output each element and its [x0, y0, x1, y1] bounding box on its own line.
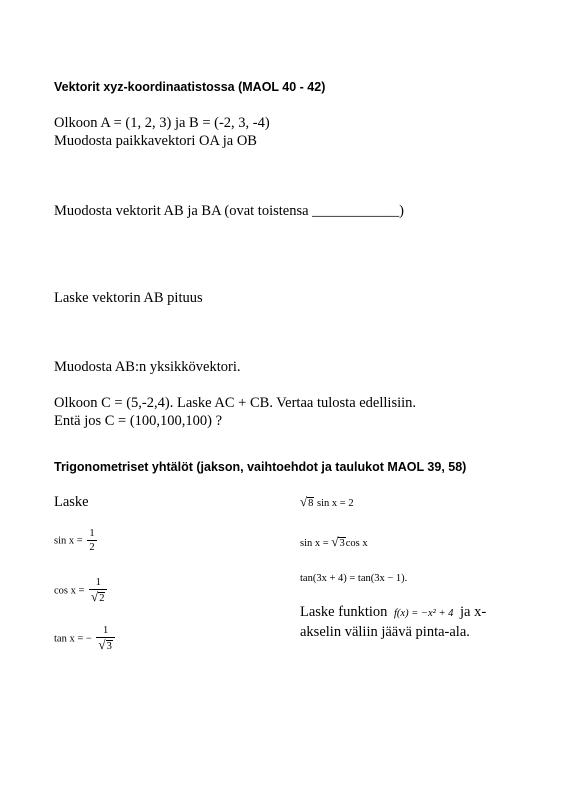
square-root: √3: [98, 637, 112, 652]
equation-sqrt8-sin: √8 sin x = 2: [300, 494, 354, 509]
square-root: √2: [91, 589, 105, 604]
text-points-definition: Olkoon A = (1, 2, 3) ja B = (-2, 3, -4): [54, 115, 270, 131]
text-area-task: Laske funktion f(x) = −x² + 4 ja x- akselin väliin jäävä pinta-ala.: [300, 604, 487, 640]
text-unit-vector-task: Muodosta AB:n yksikkövektori.: [54, 359, 241, 375]
fraction: $\frac{1}{√2}$: [89, 576, 107, 606]
text-laske: Laske: [54, 494, 89, 510]
text-length-task: Laske vektorin AB pituus: [54, 290, 203, 306]
equation-tan: tan x = − $\frac{1}{√3}$: [54, 624, 115, 654]
equation-cos: cos x = $\frac{1}{√2}$: [54, 576, 107, 606]
square-root: √3: [331, 534, 345, 549]
fraction: $\frac{1}{2}$: [89, 528, 95, 553]
section-heading-trig: Trigonometriset yhtälöt (jakson, vaihtoehdot ja taulukot MAOL 39, 58): [54, 460, 467, 474]
text-position-vector-task: Muodosta paikkavektori OA ja OB: [54, 133, 257, 149]
equation-tan-tan: tan(3x + 4) = tan(3x − 1).: [300, 573, 408, 584]
equation-sin-cos: sin x = √3cos x: [300, 534, 368, 549]
section-heading-vectors: Vektorit xyz-koordinaatistossa (MAOL 40 - 42): [54, 80, 326, 94]
text-point-c-task: Olkoon C = (5,-2,4). Laske AC + CB. Vertaa tulosta edellisiin.: [54, 395, 417, 411]
text-point-c-alt: Entä jos C = (100,100,100) ?: [54, 413, 223, 429]
fraction: $\frac{1}{√3}$: [96, 624, 114, 654]
equation-sin: sin x = $\frac{1}{2}$: [54, 528, 95, 553]
text-vectors-ab-ba-task: Muodosta vektorit AB ja BA (ovat toistensa ____________): [54, 203, 404, 219]
square-root: √8: [300, 494, 314, 509]
function-expression: f(x) = −x² + 4: [394, 608, 454, 619]
